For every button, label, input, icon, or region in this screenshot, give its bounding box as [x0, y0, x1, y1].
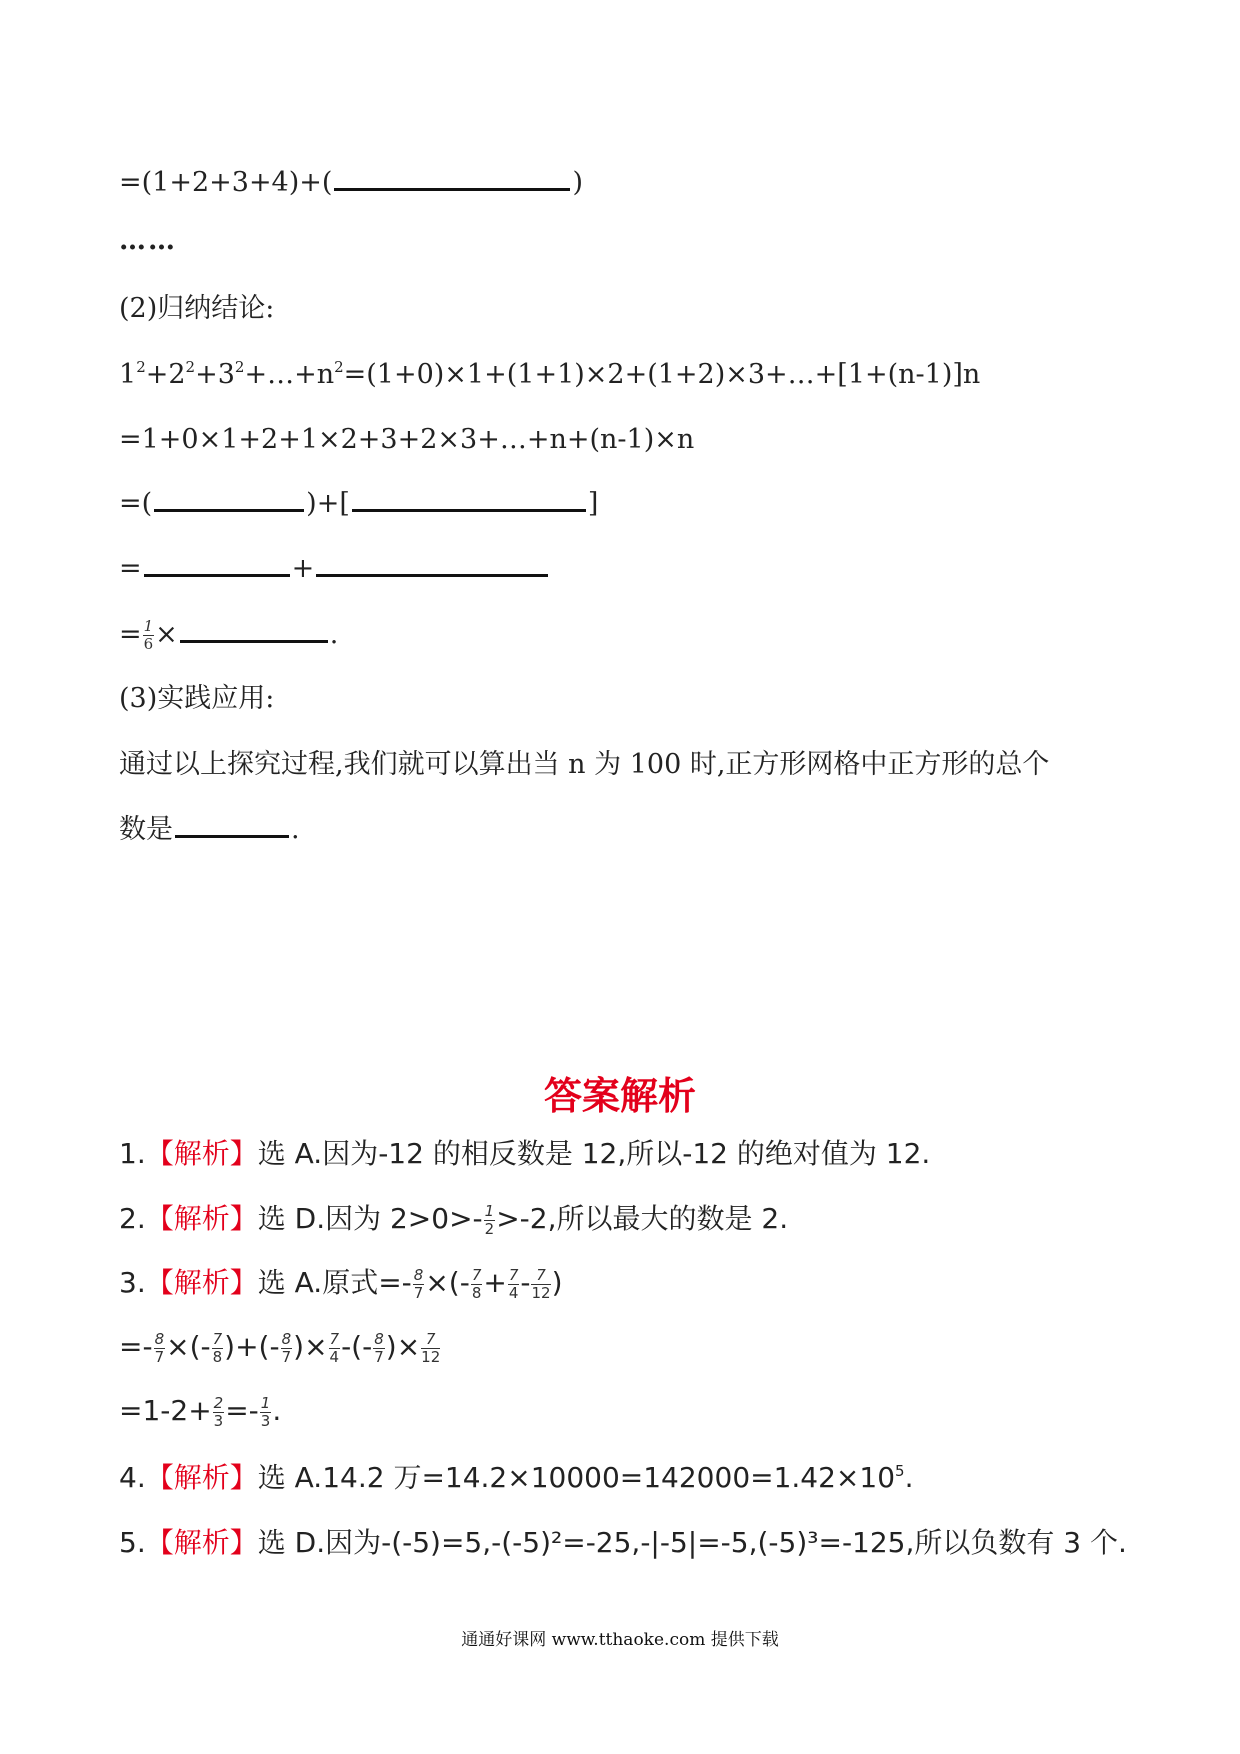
ellipsis: ……: [119, 225, 177, 256]
fraction: $\frac{7}{12}$: [531, 1265, 551, 1302]
fraction: $\frac{8}{7}$: [413, 1265, 424, 1302]
answer-blank[interactable]: [180, 618, 328, 643]
section-heading-3: (3)实践应用:: [119, 683, 275, 714]
analysis-tag: 【解析】: [145, 1461, 258, 1494]
analysis-tag: 【解析】: [145, 1266, 258, 1299]
answer-blank[interactable]: [144, 552, 290, 577]
answer-3-step-3: =1-2+ $\frac{2}{3}$ =- $\frac{1}{3}$ .: [119, 1393, 282, 1430]
practice-text-2: 数是 .: [119, 814, 300, 845]
formula-line: $1^2+2^2+3^2+\dots+n^2=(1+0)\times 1+(1+1)\times 2+(1+2)\times 3+\dots+[1+(n-1)]n$: [119, 358, 981, 390]
analysis-tag: 【解析】: [145, 1137, 258, 1170]
section-heading-2: (2)归纳结论:: [119, 293, 275, 324]
fraction: $\frac{7}{12}$: [421, 1329, 441, 1366]
answers-title: 答案解析: [543, 1074, 696, 1118]
expand-line: =1+0×1+2+1×2+3+2×3+…+n+(n-1)×n: [119, 424, 695, 455]
answer-blank[interactable]: [334, 166, 570, 191]
footer-source: 通通好课网 www.tthaoke.com 提供下载: [461, 1630, 779, 1650]
group-line: =( )+[ ]: [119, 488, 599, 519]
fraction: $\frac{1}{3}$: [260, 1393, 271, 1430]
answer-4: 4.【解析】选 A.14.2 万$=14.2\times 10000=142000=1.42\times 10^5$.: [119, 1461, 914, 1494]
fraction: $\frac{8}{7}$: [374, 1329, 384, 1366]
derivation-line-1: =(1+2+3+4)+( ): [119, 167, 583, 198]
fraction: $\frac{7}{4}$: [508, 1265, 519, 1302]
fraction: $\frac{1}{2}$: [484, 1201, 495, 1238]
fraction: $\frac{1}{6}$: [143, 617, 154, 653]
answer-5: 5.【解析】选 D.因为-(-5)=5,-(-5)²=-25,-|-5|=-5,(-5)³=-125,所以负数有 3 个.: [119, 1526, 1127, 1559]
answer-3: 3.【解析】选 A.原式=- $\frac{8}{7}$ ×(- $\frac{7}{8}$ + $\frac{7}{4}$ - $\frac{7}{12}$ ): [119, 1265, 563, 1302]
answer-3-step-2: =- $\frac{8}{7}$ ×(- $\frac{7}{8}$ )+(- $\frac{8}{7}$ )× $\frac{7}{4}$ -(- $\frac{8}{7}$ )× $\frac{7}{12}$: [119, 1329, 441, 1366]
practice-text-1: 通过以上探究过程,我们就可以算出当 n 为 100 时,正方形网格中正方形的总个: [119, 749, 1050, 780]
fraction: $\frac{7}{8}$: [212, 1329, 223, 1366]
fraction: $\frac{7}{8}$: [471, 1265, 482, 1302]
fraction: $\frac{8}{7}$: [154, 1329, 165, 1366]
analysis-tag: 【解析】: [145, 1202, 258, 1235]
answer-blank[interactable]: [175, 813, 289, 838]
final-line: = $\frac{1}{6}$ × .: [119, 617, 339, 653]
sum-line: = +: [119, 552, 550, 586]
answer-blank[interactable]: [154, 487, 304, 512]
answer-1: 1.【解析】选 A.因为-12 的相反数是 12,所以-12 的绝对值为 12.: [119, 1137, 931, 1170]
fraction: $\frac{8}{7}$: [281, 1329, 292, 1366]
answer-2: 2.【解析】选 D.因为 2>0>- $\frac{1}{2}$ >-2,所以最大的数是 2.: [119, 1201, 789, 1238]
analysis-tag: 【解析】: [145, 1526, 258, 1559]
answer-blank[interactable]: [352, 487, 586, 512]
fraction: $\frac{2}{3}$: [213, 1393, 224, 1430]
answer-blank[interactable]: [316, 552, 548, 577]
fraction: $\frac{7}{4}$: [329, 1329, 340, 1366]
